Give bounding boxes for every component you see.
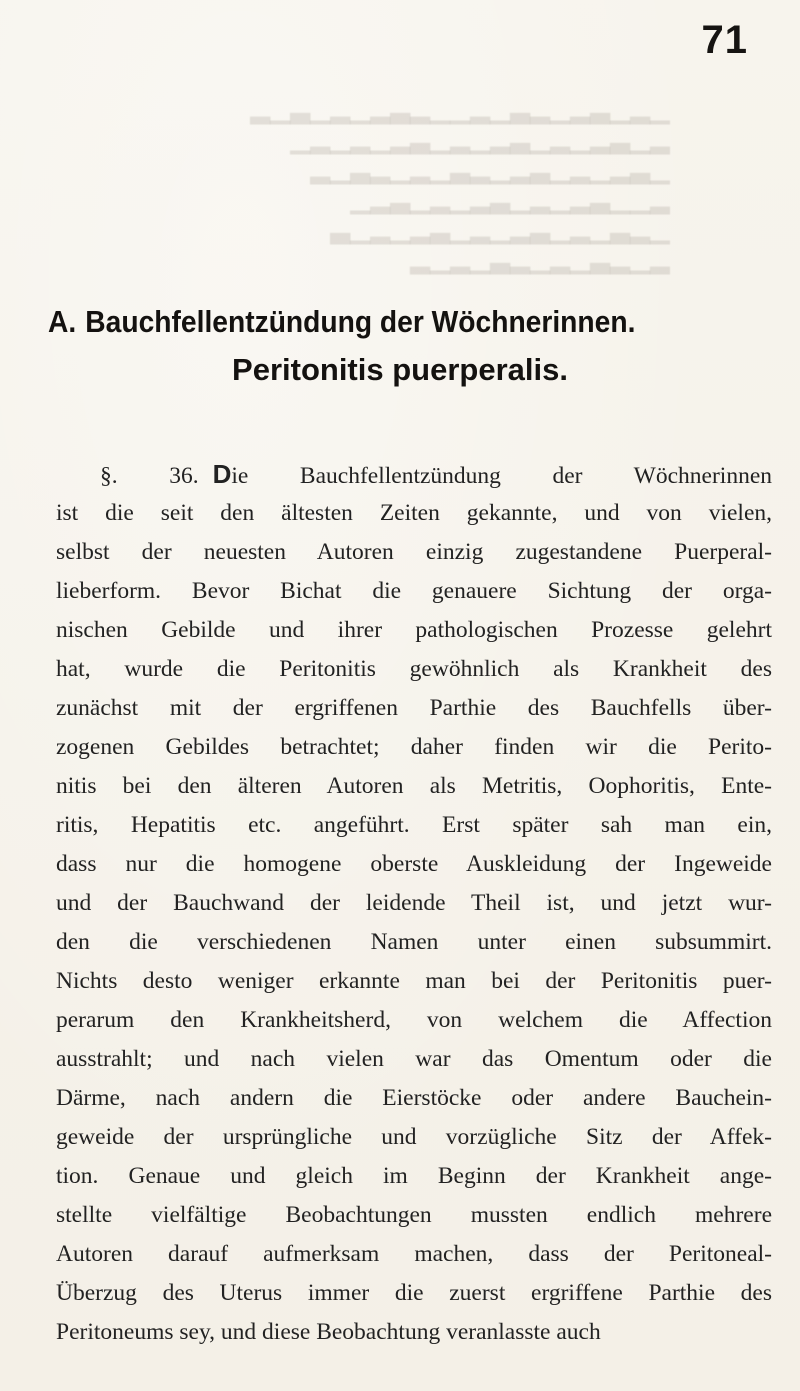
text-line-content: ie Bauchfellentzündung der Wöchnerinnen xyxy=(231,463,773,489)
text-line: ritis, Hepatitis etc. angeführt. Erst später sah man ein, xyxy=(56,812,772,838)
text-line: perarum den Krankheitsherd, von welchem die Affection xyxy=(56,1007,772,1033)
text-line: lieberform. Bevor Bichat die genauere Sichtung der orga- xyxy=(56,578,772,604)
section-subtitle: Peritonitis puerperalis. xyxy=(232,352,568,387)
text-line: geweide der ursprüngliche und vorzügliche Sitz der Affek- xyxy=(56,1124,772,1150)
text-line: Überzug des Uterus immer die zuerst ergriffene Parthie des xyxy=(56,1280,772,1306)
text-line: zunächst mit der ergriffenen Parthie des Bauchfells über- xyxy=(56,695,772,721)
section-heading xyxy=(48,302,703,342)
text-line: Peritoneums sey, und diese Beobachtung veranlasste auch xyxy=(56,1319,601,1345)
text-line: hat, wurde die Peritonitis gewöhnlich als Krankheit des xyxy=(56,656,772,682)
text-line: Därme, nach andern die Eierstöcke oder andere Bauchein- xyxy=(56,1085,772,1111)
text-line xyxy=(56,455,772,494)
show-through-shadow: ▁▂▁▃▂▁▂▃▁▂▁▁▂▃▂▁▂▁▃▁▂ ▂▁▃▂▁▂▁▃▂▁▂▁▃▂▁▂▁▂▁ ▁▃▂▁▂▁▃▂▁▂▃▁▂▁▂▃▁▂ ▂▁▁▃▂▁▂▁▃▂▁▂▁▃▂▁ ▁▂▃▁▂▁▃▂▁▂▁▃▂▁▂▁▃ ▂▁▂▃▁▂▁▂▃▁▂▁▂ xyxy=(250,95,670,274)
paragraph-body xyxy=(56,455,772,1352)
initial-letter: D xyxy=(212,459,232,489)
text-line: zogenen Gebildes betrachtet; daher finden wir die Perito- xyxy=(56,734,772,760)
text-line: nischen Gebilde und ihrer pathologischen Prozesse gelehrt xyxy=(56,617,772,643)
text-line: und der Bauchwand der leidende Theil ist, und jetzt wur- xyxy=(56,890,772,916)
text-line: stellte vielfältige Beobachtungen mussten endlich mehrere xyxy=(56,1202,772,1228)
text-line: tion. Genaue und gleich im Beginn der Krankheit ange- xyxy=(56,1163,772,1189)
section-label: A. xyxy=(48,304,77,339)
section-title: Bauchfellentzündung der Wöchnerinnen. xyxy=(85,304,636,339)
page-number: 71 xyxy=(701,18,748,62)
text-line: nitis bei den älteren Autoren als Metritis, Oophoritis, Ente- xyxy=(56,773,772,799)
text-line: den die verschiedenen Namen unter einen subsummirt. xyxy=(56,929,772,955)
text-line: ist die seit den ältesten Zeiten gekannte, und von vielen, xyxy=(56,500,772,526)
text-line: Autoren darauf aufmerksam machen, dass der Peritoneal- xyxy=(56,1241,772,1267)
text-line: dass nur die homogene oberste Auskleidung der Ingeweide xyxy=(56,851,772,877)
text-line: Nichts desto weniger erkannte man bei der Peritonitis puer- xyxy=(56,968,772,994)
paragraph-number: §. 36. xyxy=(100,463,199,489)
text-line: ausstrahlt; und nach vielen war das Omentum oder die xyxy=(56,1046,772,1072)
text-line: selbst der neuesten Autoren einzig zugestandene Puerperal- xyxy=(56,539,772,565)
